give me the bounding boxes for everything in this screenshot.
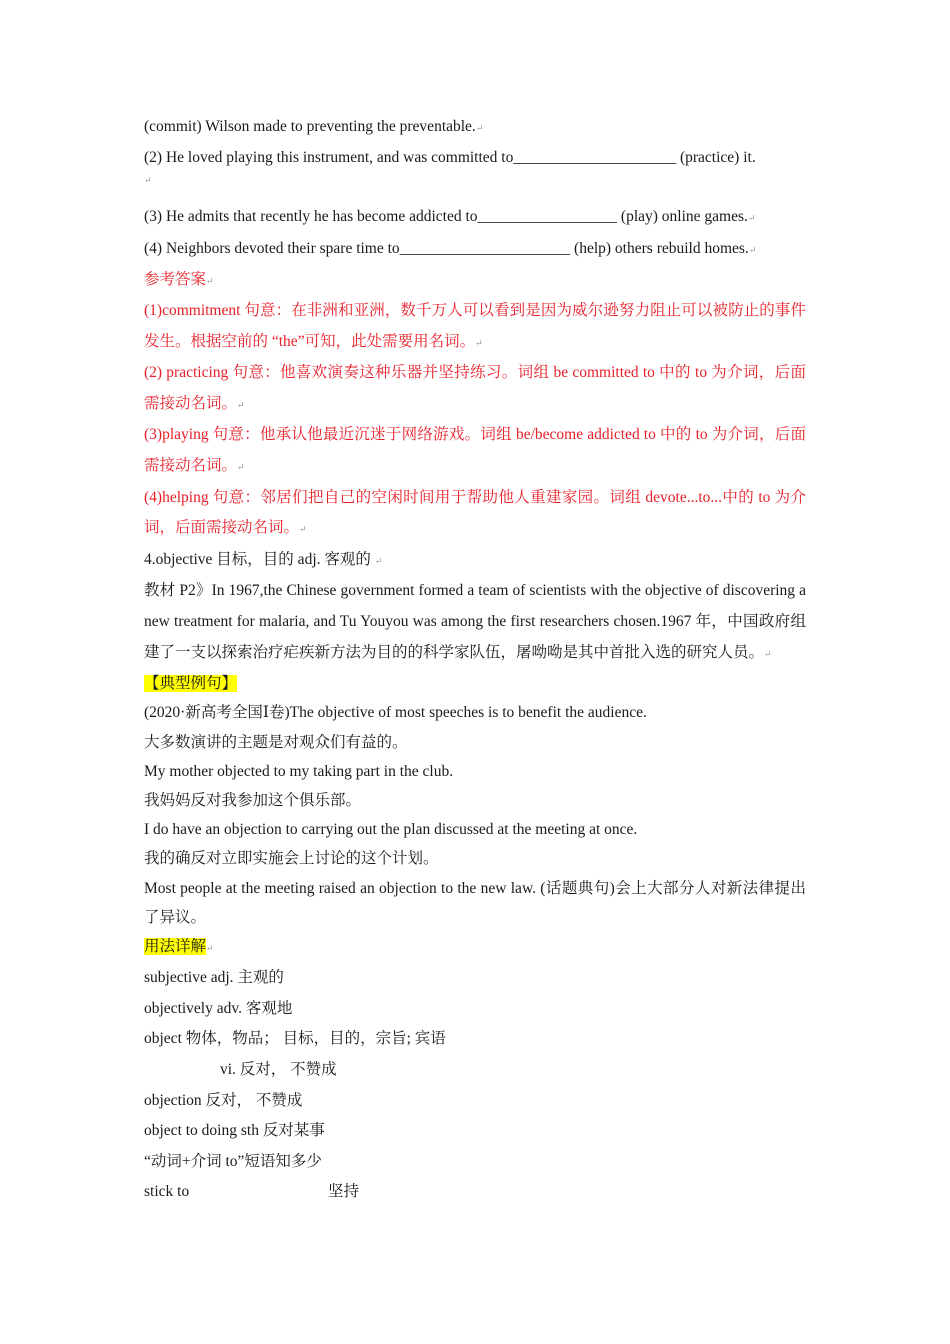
paragraph-mark: ↵ [748,244,757,255]
paragraph-mark: ↵ [475,337,483,348]
usage-phrase-heading: “动词+介词 to”短语知多少 [144,1152,322,1170]
exercise-line-1: (commit) Wilson made to preventing the preventable.↵ [144,118,484,135]
example-3: I do have an objection to carrying out the plan discussed at the meeting at once. [144,821,638,839]
usage-stick-to: stick to 坚持 [144,1183,360,1201]
answer-1: (1)commitment 句意：在非洲和亚洲，数千万人可以看到是因为威尔逊努力阻止可以被防止的事件发生。根据空前的 “the”可知，此处需要用名词。↵ [144,302,806,350]
paragraph-mark: ↵ [747,213,756,224]
paragraph-mark: ↵ [237,399,245,410]
paragraph-mark: ↵ [374,555,383,566]
usage-title: 用法详解↵ [144,937,214,955]
example-1: (2020·新高考全国Ⅰ卷)The objective of most speeches is to benefit the audience. [144,704,647,722]
usage-object-verb: vi. 反对， 不赞成 [220,1060,337,1078]
answer-3: (3)playing 句意：他承认他最近沉迷于网络游戏。词组 be/become addicted to 中的 to 为介词，后面需接动名词。↵ [144,426,806,474]
paragraph-mark: ↵ [144,175,152,186]
word-heading-objective: 4.objective 目标，目的 adj. 客观的 ↵ [144,550,383,568]
example-2-translation: 我妈妈反对我参加这个俱乐部。 [144,791,362,809]
example-3-translation: 我的确反对立即实施会上讨论的这个计划。 [144,850,439,868]
example-1-translation: 大多数演讲的主题是对观众们有益的。 [144,733,408,751]
example-2: My mother objected to my taking part in the club. [144,762,454,780]
paragraph-mark: ↵ [206,942,214,953]
paragraph-mark: ↵ [764,648,772,659]
usage-objection: objection 反对， 不赞成 [144,1091,303,1109]
paragraph-mark-line [144,172,806,187]
paragraph-mark: ↵ [299,524,307,535]
usage-object-to: object to doing sth 反对某事 [144,1122,325,1140]
answer-4: (4)helping 句意：邻居们把自己的空闲时间用于帮助他人重建家园。词组 devote...to...中的 to 为介词，后面需接动名词。↵ [144,488,806,537]
exercise-line-2: (2) He loved playing this instrument, and was committed to_____________________ (practice) it. [144,149,756,167]
answer-2: (2) practicing 句意：他喜欢演奏这种乐器并坚持练习。词组 be committed to 中的 to 为介词，后面需接动名词。↵ [144,364,806,412]
paragraph-mark: ↵ [475,123,484,133]
exercise-line-3: (3) He admits that recently he has become addicted to__________________ (play) online games.↵ [144,208,756,226]
usage-subjective: subjective adj. 主观的 [144,969,284,987]
paragraph-mark: ↵ [206,275,214,286]
document-body [144,112,806,1208]
usage-object-noun: object 物体，物品； 目标，目的，宗旨; 宾语 [144,1030,446,1048]
exercise-line-4: (4) Neighbors devoted their spare time to______________________ (help) others rebuild homes.↵ [144,239,757,257]
answers-title: 参考答案↵ [144,270,214,288]
usage-objectively: objectively adv. 客观地 [144,999,293,1017]
textbook-excerpt: 教材 P2》In 1967,the Chinese government formed a team of scientists with the objective of discovering a new treatment for malaria, and Tu Youyou was among the first researchers chosen.1967 年，中国政府组建了一支以探索治疗疟疾新方法为目的的科学家队伍，屠呦呦是其中首批入选的研究人员。↵ [144,582,806,661]
paragraph-mark: ↵ [237,461,245,472]
example-4: Most people at the meeting raised an objection to the new law. (话题典句)会上大部分人对新法律提出了异议。 [144,879,806,926]
example-title: 【典型例句】 [144,675,238,693]
